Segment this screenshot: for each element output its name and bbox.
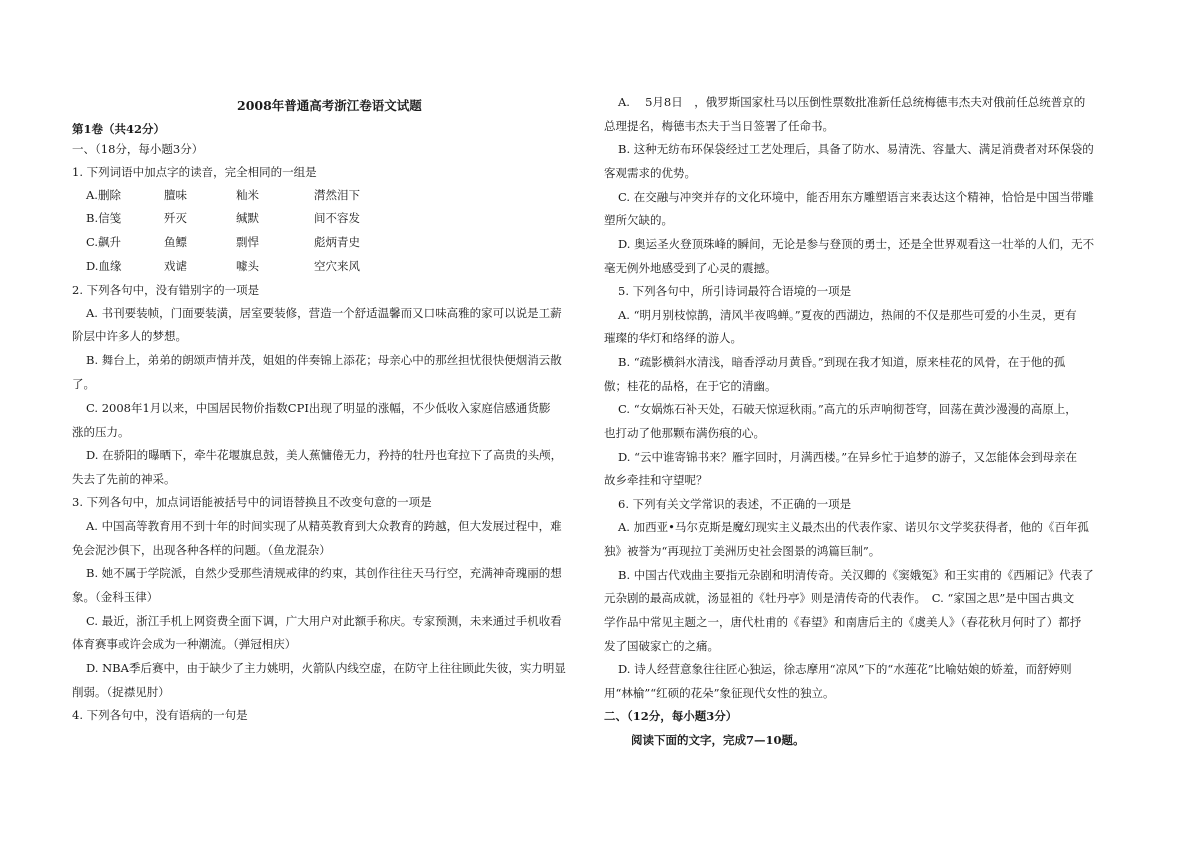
question-4-option-a-cont: 总理提名，梅德韦杰夫于当日签署了任命书。 bbox=[604, 119, 834, 133]
question-3-stem: 3. 下列各句中，加点词语能被括号中的词语替换且不改变句意的一项是 bbox=[72, 495, 432, 509]
question-5-option-c-cont: 也打动了他那颗布满伤痕的心。 bbox=[604, 426, 765, 440]
question-4-option-a: A. 5月8日 ，俄罗斯国家杜马以压倒性票数批准新任总统梅德韦杰夫对俄前任总统普京的 bbox=[618, 95, 1086, 109]
question-2-option-d: D. 在骄阳的曝晒下，牵牛花堰旗息鼓，美人蕉慵倦无力，矜持的牡丹也耷拉下了高贵的头颅， bbox=[86, 448, 563, 462]
question-4-option-d-cont: 毫无例外地感受到了心灵的震撼。 bbox=[604, 261, 777, 275]
question-3-option-b: B. 她不属于学院派，自然少受那些清规戒律的约束，其创作往往天马行空，充满神奇瑰丽的想 bbox=[86, 566, 562, 580]
section-2-heading: 二、（12分，每小题3分） bbox=[604, 709, 738, 723]
question-5-stem: 5. 下列各句中，所引诗词最符合语境的一项是 bbox=[618, 284, 852, 298]
question-3-option-c: C. 最近，浙江手机上网资费全面下调，广大用户对此额手称庆。专家预测，未来通过手机收看 bbox=[86, 614, 562, 628]
section-1-heading: 一、（18分，每小题3分） bbox=[72, 142, 204, 156]
question-4-option-d: D. 奥运圣火登顶珠峰的瞬间，无论是参与登顶的勇士，还是全世界观看这一壮举的人们，无不 bbox=[618, 237, 1095, 251]
question-6-option-c-line: 学作品中常见主题之一，唐代杜甫的《春望》和南唐后主的《虞美人》（春花秋月何时了）都抒 bbox=[604, 615, 1082, 629]
question-3-option-a-cont: 免会泥沙俱下，出现各种各样的问题。（鱼龙混杂） bbox=[72, 543, 331, 557]
question-6-option-d-cont: 用“林榆”“红硕的花朵”象征现代女性的独立。 bbox=[604, 686, 835, 700]
question-6-option-c-cont: 发了国破家亡的之痛。 bbox=[604, 639, 719, 653]
question-2-option-b-cont: 了。 bbox=[72, 377, 95, 391]
question-2-option-b: B. 舞台上，弟弟的朗颂声情并茂，姐姐的伴奏锦上添花；母亲心中的那丝担忧很快便烟消云散 bbox=[86, 353, 562, 367]
question-5-option-d: D. “云中谁寄锦书来？雁字回时，月满西楼。”在异乡忙于追梦的游子，又怎能体会到母亲在 bbox=[618, 450, 1078, 464]
question-4-option-b-cont: 客观需求的优势。 bbox=[604, 166, 696, 180]
question-2-option-a: A. 书刊要装帧，门面要装潢，居室要装修，营造一个舒适温馨而又口味高雅的家可以说是工薪 bbox=[86, 306, 562, 320]
question-5-option-d-cont: 故乡牵挂和守望呢？ bbox=[604, 473, 708, 487]
question-4-option-c: C. 在交融与冲突并存的文化环境中，能否用东方雕塑语言来表达这个精神，恰恰是中国当带雕 bbox=[618, 190, 1094, 204]
question-6-option-d: D. 诗人经营意象往往匠心独运，徐志摩用“凉风”下的“水莲花”比喻姑娘的娇羞，而舒婷则 bbox=[618, 662, 1072, 676]
question-2-option-c-cont: 涨的压力。 bbox=[72, 425, 130, 439]
question-3-option-d: D. NBA季后赛中，由于缺少了主力姚明，火箭队内线空虚，在防守上往往顾此失彼，实力明显 bbox=[86, 661, 566, 675]
question-3-option-a: A. 中国高等教育用不到十年的时间实现了从精英教育到大众教育的跨越，但大发展过程中，难 bbox=[86, 519, 562, 533]
question-2-option-c: C. 2008年1月以来，中国居民物价指数CPI出现了明显的涨幅，不少低收入家庭信感通货膨 bbox=[86, 401, 551, 415]
question-6-stem: 6. 下列有关文学常识的表述，不正确的一项是 bbox=[618, 497, 852, 511]
question-6-option-b: B. 中国古代戏曲主要指元杂剧和明清传奇。关汉卿的《窦娥冤》和王实甫的《西厢记》代表了 bbox=[618, 568, 1094, 582]
question-5-option-a: A. “明月别枝惊鹊，清风半夜鸣蝉。”夏夜的西湖边，热闹的不仅是那些可爱的小生灵，更有 bbox=[618, 308, 1077, 322]
question-2-stem: 2. 下列各句中，没有错别字的一项是 bbox=[72, 283, 260, 297]
question-5-option-a-cont: 璀璨的华灯和络绎的游人。 bbox=[604, 331, 742, 345]
page-title: 2008年普通高考浙江卷语文试题 bbox=[237, 98, 422, 113]
question-2-option-d-cont: 失去了先前的神采。 bbox=[72, 472, 176, 486]
volume-heading: 第1卷（共42分） bbox=[72, 122, 166, 136]
question-3-option-c-cont: 体育赛事或许会成为一种潮流。（弹冠相庆） bbox=[72, 637, 297, 651]
question-6-option-a-cont: 独》被誉为“再现拉丁美洲历史社会图景的鸿篇巨制”。 bbox=[604, 544, 881, 558]
question-2-option-a-cont: 阶层中许多人的梦想。 bbox=[72, 329, 187, 343]
question-5-option-b-cont: 傲；桂花的品格，在于它的清幽。 bbox=[604, 379, 777, 393]
question-6-option-b-cont: 元杂剧的最高成就，汤显祖的《牡丹亭》则是清传奇的代表作。 C. “家国之思”是中国古典文 bbox=[604, 591, 1075, 605]
question-4-option-b: B. 这种无纺布环保袋经过工艺处理后，具备了防水、易清洗、容量大、满足消费者对环保袋的 bbox=[618, 142, 1094, 156]
question-1-stem: 1. 下列词语中加点字的读音，完全相同的一组是 bbox=[72, 165, 317, 179]
question-4-stem: 4. 下列各句中，没有语病的一句是 bbox=[72, 708, 248, 722]
question-4-option-c-cont: 塑所欠缺的。 bbox=[604, 213, 673, 227]
question-5-option-c: C. “女娲炼石补天处，石破天惊逗秋雨。”高亢的乐声响彻苍穹，回荡在黄沙漫漫的高原上， bbox=[618, 402, 1077, 416]
question-3-option-b-cont: 象。（金科玉律） bbox=[72, 590, 159, 604]
question-3-option-d-cont: 削弱。（捉襟见肘） bbox=[72, 685, 170, 699]
question-6-option-a: A. 加西亚•马尔克斯是魔幻现实主义最杰出的代表作家、诺贝尔文学奖获得者，他的《百年孤 bbox=[618, 520, 1089, 534]
reading-instruction: 阅读下面的文字，完成7—10题。 bbox=[631, 733, 805, 747]
question-5-option-b: B. “疏影横斜水清浅，暗香浮动月黄昏。”到现在我才知道，原来桂花的风骨，在于他的孤 bbox=[618, 355, 1066, 369]
